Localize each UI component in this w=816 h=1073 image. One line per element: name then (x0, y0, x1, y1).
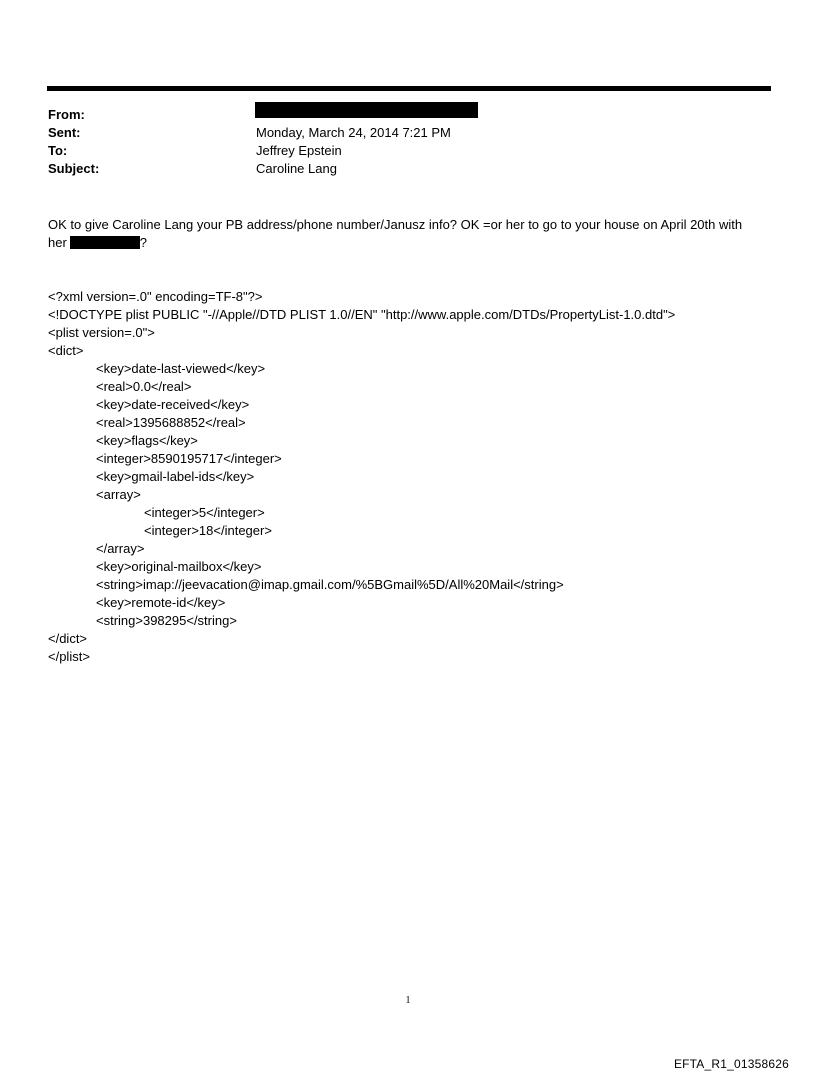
plist-line: <integer>8590195717</integer> (96, 451, 282, 466)
plist-line: <dict> (48, 343, 84, 358)
message-body (48, 216, 773, 252)
plist-line: <plist version=.0"> (48, 325, 155, 340)
message-line-2-end: ? (139, 235, 148, 250)
plist-line: <string>398295</string> (96, 613, 237, 628)
header-divider (47, 86, 771, 91)
plist-line: <integer>18</integer> (144, 523, 272, 538)
plist-metadata (48, 288, 773, 666)
plist-line: </array> (96, 541, 145, 556)
from-row (48, 106, 768, 124)
plist-line: <string>imap://jeevacation@imap.gmail.com/%5BGmail%5D/All%20Mail</string> (96, 577, 564, 592)
plist-line: <key>remote-id</key> (96, 595, 226, 610)
subject-label: Subject: (48, 161, 100, 176)
subject-value: Caroline Lang (256, 161, 337, 176)
plist-line: <real>1395688852</real> (96, 415, 246, 430)
to-value: Jeffrey Epstein (256, 143, 342, 158)
sent-value: Monday, March 24, 2014 7:21 PM (256, 125, 451, 140)
plist-line: </dict> (48, 631, 88, 646)
plist-line: </plist> (48, 649, 90, 664)
plist-line: <key>original-mailbox</key> (96, 559, 262, 574)
plist-line: <key>flags</key> (96, 433, 198, 448)
plist-line: <integer>5</integer> (144, 505, 265, 520)
plist-line: <array> (96, 487, 141, 502)
sent-label: Sent: (48, 125, 81, 140)
subject-row (48, 160, 768, 178)
plist-line: <key>gmail-label-ids</key> (96, 469, 255, 484)
document-id: EFTA_R1_01358626 (673, 1057, 789, 1071)
to-row (48, 142, 768, 160)
redaction-block (70, 236, 140, 249)
plist-line: <key>date-last-viewed</key> (96, 361, 266, 376)
to-label: To: (48, 143, 68, 158)
redaction-block (255, 102, 478, 118)
page-number: 1 (405, 995, 411, 1006)
plist-line: <?xml version=.0" encoding=TF-8"?> (48, 289, 263, 304)
email-header (48, 106, 768, 178)
from-label: From: (48, 107, 85, 122)
sent-row (48, 124, 768, 142)
plist-line: <key>date-received</key> (96, 397, 250, 412)
plist-line: <real>0.0</real> (96, 379, 192, 394)
message-line-1: OK to give Caroline Lang your PB address/phone number/Janusz info? OK =or her to go to your house on April 20th with (48, 217, 743, 232)
message-line-2-start: her (48, 235, 67, 250)
plist-line: <!DOCTYPE plist PUBLIC "-//Apple//DTD PLIST 1.0//EN" "http://www.apple.com/DTDs/PropertyList-1.0.dtd"> (48, 307, 676, 322)
message-line-2 (48, 234, 773, 252)
